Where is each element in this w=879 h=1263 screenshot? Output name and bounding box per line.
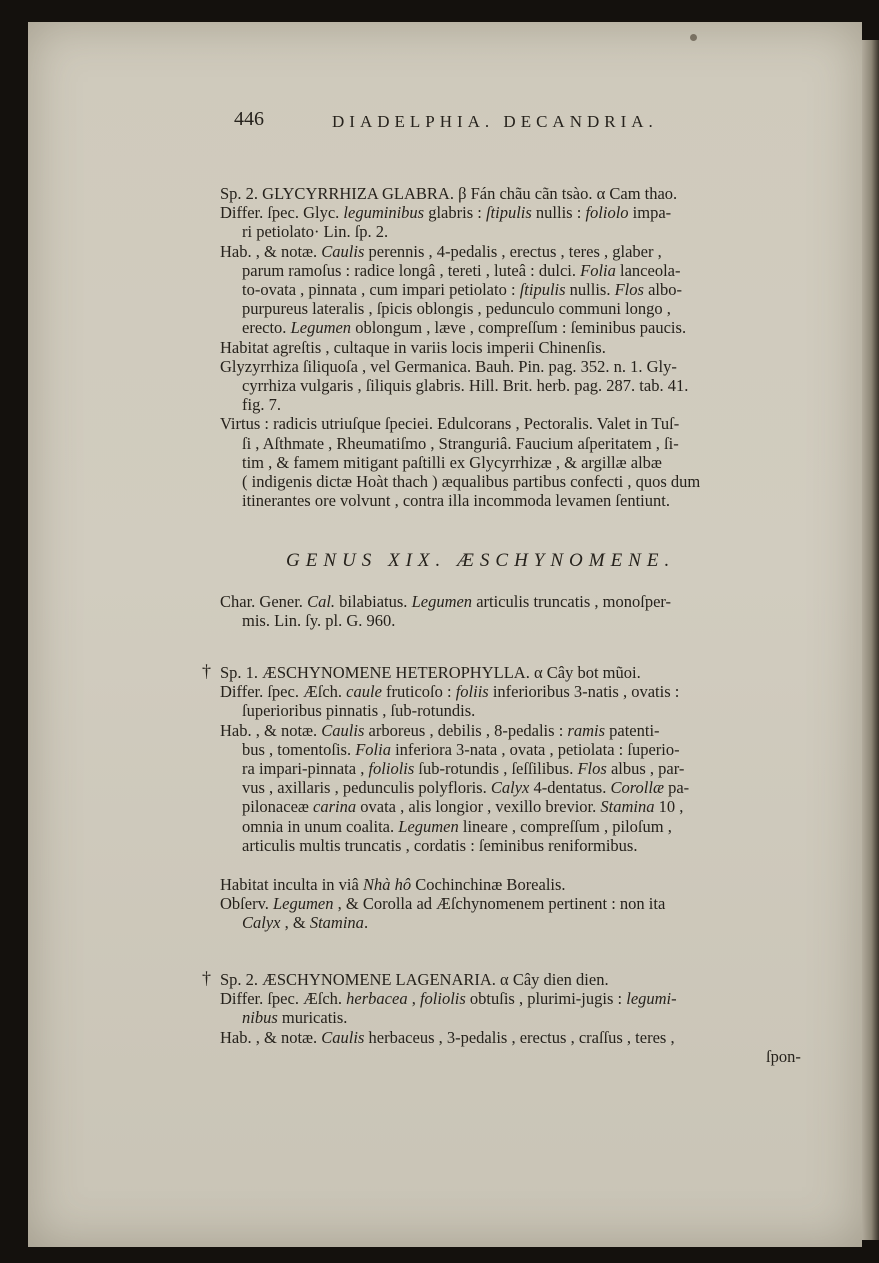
text-line: vus , axillaris , pedunculis polyfloris. Calyx 4-dentatus. Corollæ pa- — [242, 778, 690, 798]
text-line: fig. 7. — [242, 395, 281, 415]
text-line: mis. Lin. ſy. pl. G. 960. — [242, 611, 396, 631]
text-line: omnia in unum coalita. Legumen lineare , compreſſum , piloſum , — [242, 816, 672, 836]
text-line: ( indigenis dictæ Hoàt thach ) æqualibus partibus confecti , quos dum — [242, 472, 701, 491]
ink-spot — [690, 34, 697, 41]
page-number: 446 — [234, 108, 264, 130]
page-edge — [860, 40, 879, 1240]
text-line: Hab. , & notæ. Caulis herbaceus , 3-pedalis , erectus , craſſus , teres , — [220, 1027, 675, 1047]
dagger-mark: † — [202, 968, 211, 988]
text-line: to-ovata , pinnata , cum impari petiolato : ſtipulis nullis. Flos albo- — [242, 280, 682, 299]
text-line: purpureus lateralis , ſpicis oblongis , pedunculo communi longo , — [242, 299, 671, 319]
text-line: Differ. ſpec. Æſch. herbacea , foliolis obtuſis , plurimi-jugis : legumi- — [220, 989, 677, 1009]
text-line: bus , tomentoſis. Folia inferiora 3-nata , ovata , petiolata : ſuperio- — [242, 739, 680, 759]
text-line: Hab. , & notæ. Caulis perennis , 4-pedalis , erectus , teres , glaber , — [220, 241, 662, 261]
text-line: Differ. ſpec. Glyc. leguminibus glabris : ſtipulis nullis : foliolo impa- — [220, 203, 672, 223]
page-header — [190, 110, 830, 140]
text-line: Obſerv. Legumen , & Corolla ad Æſchynomenem pertinent : non ita — [220, 894, 666, 914]
text-line: Habitat inculta in viâ Nhà hô Cochinchinæ Borealis. — [220, 875, 566, 894]
text-line: Habitat agreſtis , cultaque in variis locis imperii Chinenſis. — [220, 337, 606, 357]
text-line: ſuperioribus pinnatis , ſub-rotundis. — [242, 701, 476, 721]
text-line: Differ. ſpec. Æſch. caule fruticoſo : foliis inferioribus 3-natis , ovatis : — [220, 682, 680, 702]
text-line: nibus muricatis. — [242, 1008, 348, 1028]
text-line: ſpon- — [766, 1046, 801, 1066]
text-line: Glyzyrrhiza ſiliquoſa , vel Germanica. Bauh. Pin. pag. 352. n. 1. Gly- — [220, 356, 677, 376]
text-line: articulis multis truncatis , cordatis : ſeminibus reniformibus. — [242, 835, 638, 855]
text-line: Calyx , & Stamina. — [242, 913, 369, 933]
text-line: cyrrhiza vulgaris , ſiliquis glabris. Hill. Brit. herb. pag. 287. tab. 41. — [242, 376, 689, 395]
text-line: itinerantes ore volvunt , contra illa incommoda levamen ſentiunt. — [242, 491, 670, 511]
running-head: DIADELPHIA. DECANDRIA. — [332, 112, 658, 131]
genus-title: GENUS XIX. ÆSCHYNOMENE. — [286, 550, 676, 571]
text-line: Sp. 1. ÆSCHYNOMENE HETEROPHYLLA. α Cây bot mũoi. — [220, 663, 641, 682]
text-line: ſi , Aſthmate , Rheumatiſmo , Stranguriâ. Faucium aſperitatem , ſi- — [242, 433, 679, 453]
dagger-mark: † — [202, 661, 211, 681]
text-line: ri petiolato· Lin. ſp. 2. — [242, 222, 389, 242]
text-line: Virtus : radicis utriuſque ſpeciei. Edulcorans , Pectoralis. Valet in Tuſ- — [220, 414, 680, 434]
text-line: erecto. Legumen oblongum , læve , compreſſum : ſeminibus paucis. — [242, 318, 687, 338]
text-line: Hab. , & notæ. Caulis arboreus , debilis , 8-pedalis : ramis patenti- — [220, 720, 660, 740]
text-line: parum ramoſus : radice longâ , tereti , luteâ : dulci. Folia lanceola- — [242, 260, 681, 280]
text-line: ra impari-pinnata , foliolis ſub-rotundis , ſeſſilibus. Flos albus , par- — [242, 759, 685, 778]
text-line: Sp. 2. GLYCYRRHIZA GLABRA. β Fán chãu cãn tsào. α Cam thao. — [220, 184, 678, 203]
text-line: pilonaceæ carina ovata , alis longior , vexillo brevior. Stamina 10 , — [242, 797, 684, 817]
text-line: Char. Gener. Cal. bilabiatus. Legumen articulis truncatis , monoſper- — [220, 592, 672, 611]
text-line: tim , & famem mitigant paſtilli ex Glycyrrhizæ , & argillæ albæ — [242, 452, 662, 472]
text-line: Sp. 2. ÆSCHYNOMENE LAGENARIA. α Cây dien dien. — [220, 970, 609, 989]
